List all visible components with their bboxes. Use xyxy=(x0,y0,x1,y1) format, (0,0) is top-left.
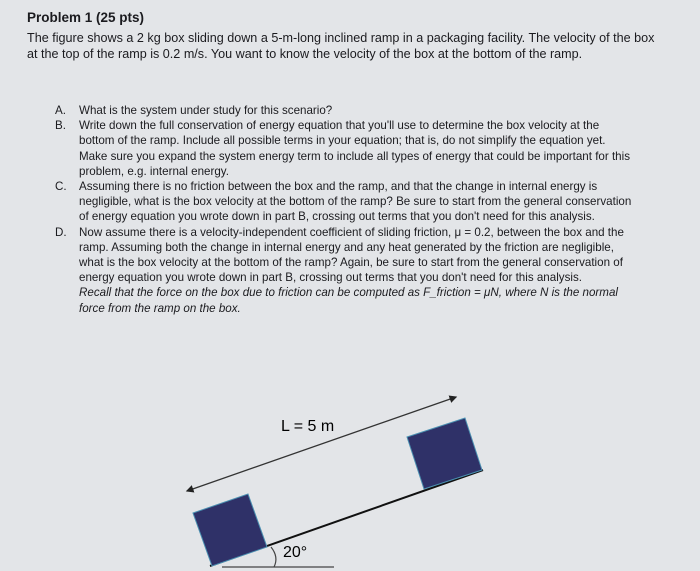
part-letter: A. xyxy=(55,104,66,117)
part-letter: B. xyxy=(55,119,66,133)
part-text: What is the system under study for this scenario? xyxy=(79,104,333,117)
problem-intro: The figure shows a 2 kg box sliding down a 5-m-long inclined ramp in a packaging facility. The velocity of the box at the top of the ramp is 0.2 m/s. You want to know the velocity of the box at the bottom of the ramp. xyxy=(27,31,655,61)
angle-label: 20° xyxy=(283,544,308,561)
box-top xyxy=(407,418,482,489)
part-text: Now assume there is a velocity-independent coefficient of sliding friction, μ = 0.2, between the box and the ramp. Assuming both the change in internal energy and any heat generated by the friction are negligible, what is the box velocity at the bottom of the ramp? Again, be sure to start from the general conservation of energy equation you wrote down in part B, crossing out terms that you don't need for this analysis. xyxy=(79,225,624,285)
box-bottom xyxy=(193,494,267,566)
part-letter: C. xyxy=(55,180,67,194)
part-letter: D. xyxy=(55,225,67,239)
part-text: Write down the full conservation of energy equation that you'll use to determine the box velocity at the bottom of the ramp. Include all possible terms in your equation; that is, do not simplify the equation yet. Make sure you expand the system energy term to include all types of energy that could be important for this problem, e.g. internal energy. xyxy=(79,119,630,178)
length-label: L = 5 m xyxy=(281,418,335,435)
problem-title: Problem 1 (25 pts) xyxy=(27,10,145,25)
friction-note: Recall that the force on the box due to friction can be computed as F_friction = μN, where N is the normal force from the ramp on the box. xyxy=(79,286,618,315)
angle-arc xyxy=(271,547,276,567)
part-text: Assuming there is no friction between the box and the ramp, and that the change in internal energy is negligible, what is the box velocity at the bottom of the ramp? Be sure to start from the general conservation of energy equation you wrote down in part B, crossing out terms that you don't need for this analysis. xyxy=(79,180,632,224)
